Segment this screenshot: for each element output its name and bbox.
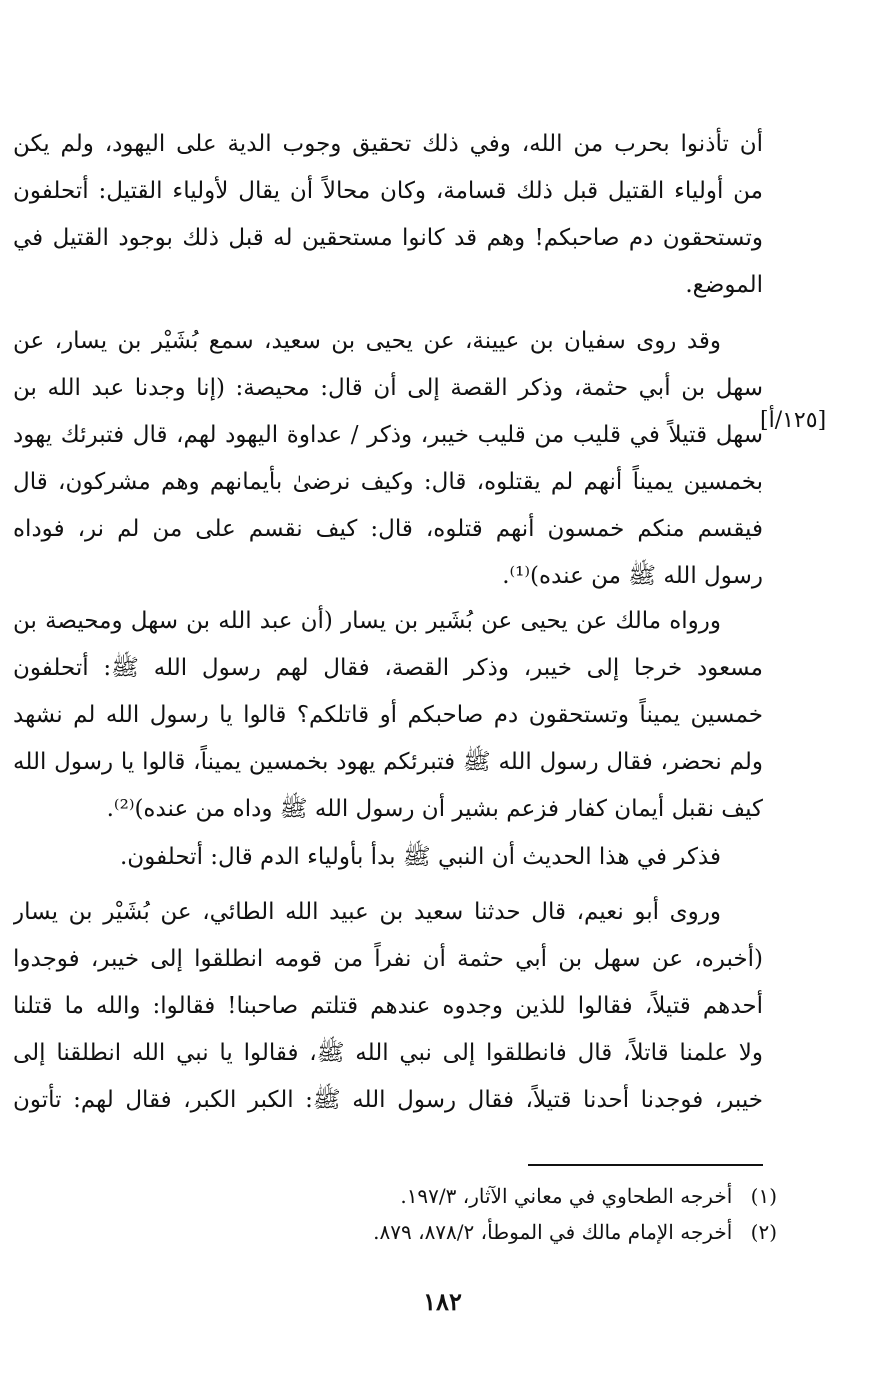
text-line: الموضع. [685,272,763,298]
text-line: خمسين يميناً وتستحقون دم صاحبكم أو قاتلكم؟ قالوا يا رسول الله لم نشهد [13,702,763,728]
footnote-text: أخرجه الطحاوي في معاني الآثار، ١٩٧/٣. [400,1184,733,1208]
paragraph-3 [13,598,763,833]
text-line: ولا علمنا قاتلاً، قال فانطلقوا إلى نبي الله ﷺ، فقالوا يا نبي الله انطلقنا إلى [13,1040,763,1066]
text-line: بخمسين يميناً أنهم لم يقتلوه، قال: وكيف نرضىٰ بأيمانهم وهم مشركون، قال [13,469,763,495]
text-line: فذكر في هذا الحديث أن النبي ﷺ بدأ بأولياء الدم قال: أتحلفون. [120,844,721,870]
footnote-text: أخرجه الإمام مالك في الموطأ، ٨٧٨/٢، ٨٧٩. [373,1220,733,1244]
text-line: أن تأذنوا بحرب من الله، وفي ذلك تحقيق وجوب الدية على اليهود، ولم يكن [13,131,763,157]
paragraph-2 [13,318,763,600]
folio-margin-note: [١٢٥/أ] [760,408,827,433]
text-line: من أولياء القتيل قبل ذلك قسامة، وكان محالاً أن يقال لأولياء القتيل: أتحلفون [13,178,763,204]
footnote-number: (١) [750,1184,777,1208]
text-line: وقد روى سفيان بن عيينة، عن يحيى بن سعيد، سمع بُشَيْر بن يسار، عن [13,328,721,354]
text-line: مسعود خرجا إلى خيبر، وذكر القصة، فقال لهم رسول الله ﷺ: أتحلفون [13,655,763,681]
paragraph-4 [13,834,763,881]
text-line: فيقسم منكم خمسون أنهم قتلوه، قال: كيف نقسم على من لم نر، فوداه [13,516,763,542]
paragraph-5 [13,889,763,1124]
text-line: سهل قتيلاً في قليب من قليب خيبر، وذكر / عداوة اليهود لهم، قال فتبرئك يهود [13,422,763,448]
paragraph-1 [13,121,763,309]
text-line: وروى أبو نعيم، قال حدثنا سعيد بن عبيد الله الطائي، عن بُشَيْر بن يسار [13,899,721,925]
text-line: رسول الله ﷺ من عنده)⁽¹⁾. [502,563,763,589]
text-line: كيف نقبل أيمان كفار فزعم بشير أن رسول الله ﷺ وداه من عنده)⁽²⁾. [106,796,763,822]
footnotes [77,1178,777,1250]
footnote-separator [528,1164,763,1166]
text-line: ورواه مالك عن يحيى عن بُشَير بن يسار (أن عبد الله بن سهل ومحيصة بن [13,608,721,634]
text-line: سهل بن أبي حثمة، وذكر القصة إلى أن قال: محيصة: (إنا وجدنا عبد الله بن [13,375,763,401]
footnote-number: (٢) [750,1220,777,1244]
text-line: (أخبره، عن سهل بن أبي حثمة أن نفراً من قومه انطلقوا إلى خيبر، فوجدوا [13,946,763,972]
footnote-1 [77,1178,777,1214]
text-line: وتستحقون دم صاحبكم! وهم قد كانوا مستحقين له قبل ذلك بوجود القتيل في [13,225,763,251]
text-line: ولم نحضر، فقال رسول الله ﷺ فتبرئكم يهود بخمسين يميناً، قالوا يا رسول الله [13,749,763,775]
text-line: خيبر، فوجدنا أحدنا قتيلاً، فقال رسول الله ﷺ: الكبر الكبر، فقال لهم: تأتون [13,1087,763,1113]
page-number: ١٨٢ [423,1287,462,1316]
footnote-2 [77,1214,777,1250]
text-line: أحدهم قتيلاً، فقالوا للذين وجدوه عندهم قتلتم صاحبنا! فقالوا: والله ما قتلنا [13,993,763,1019]
